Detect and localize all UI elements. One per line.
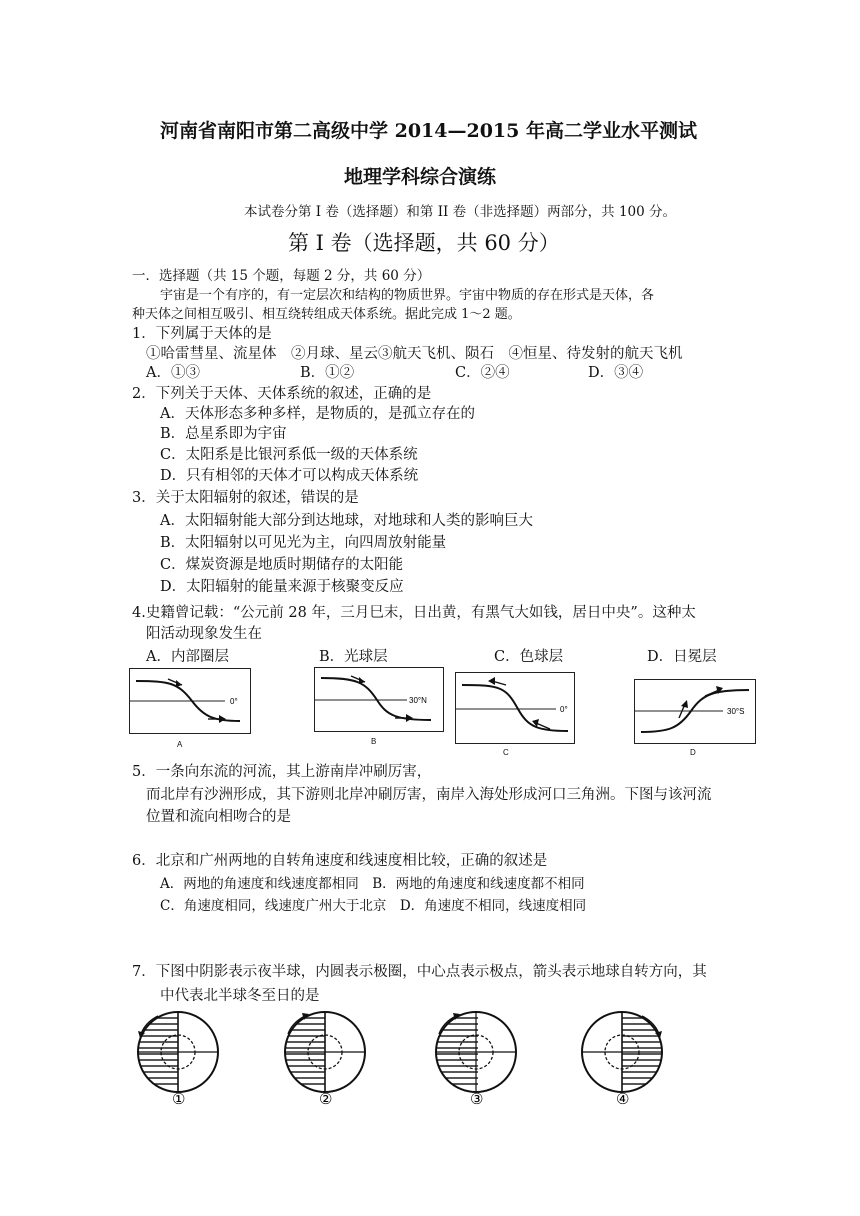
question-1-option: C．②④ xyxy=(455,365,510,381)
question-7-stem: 7．下图中阴影表示夜半球，内圆表示极圈，中心点表示极点，箭头表示地球自转方向，其 xyxy=(132,964,707,980)
river-diagram-c xyxy=(456,673,574,743)
river-diagram-d xyxy=(635,680,755,743)
globe-label-4: ④ xyxy=(616,1091,630,1108)
question-2-option: B．总星系即为宇宙 xyxy=(160,426,287,442)
question-3-option: B．太阳辐射以可见光为主，向四周放射能量 xyxy=(160,535,447,551)
river-figure-d xyxy=(634,679,756,744)
question-3-option: D．太阳辐射的能量来源于核聚变反应 xyxy=(160,579,404,595)
page-title: 河南省南阳市第二高级中学 2014—2015 年高二学业水平测试 xyxy=(160,120,697,142)
question-1-stem: 1．下列属于天体的是 xyxy=(132,326,272,342)
question-6-options: C．角速度相同，线速度广州大于北京 D．角速度不相同，线速度相同 xyxy=(160,898,587,914)
globe-figure-3 xyxy=(426,1004,534,1108)
question-4-option: D．日冕层 xyxy=(647,649,717,665)
passage-line: 宇宙是一个有序的，有一定层次和结构的物质世界。宇宙中物质的存在形式是天体，各 xyxy=(160,288,655,303)
river-caption-a: A xyxy=(177,740,183,749)
latitude-label-d: 30°S xyxy=(727,707,745,716)
latitude-label-b: 30°N xyxy=(409,696,427,705)
latitude-label-a: 0° xyxy=(230,697,238,706)
question-3-option: A．太阳辐射能大部分到达地球，对地球和人类的影响巨大 xyxy=(160,513,533,529)
question-3-option: C．煤炭资源是地质时期储存的太阳能 xyxy=(160,557,404,573)
globe-figure-4 xyxy=(572,1004,680,1108)
question-4-stem: 阳活动现象发生在 xyxy=(146,626,262,642)
section-heading: 一．选择题（共 15 个题，每题 2 分，共 60 分） xyxy=(132,268,431,284)
question-2-option: A．天体形态多种多样，是物质的，是孤立存在的 xyxy=(160,406,475,422)
question-2-option: C．太阳系是比银河系低一级的天体系统 xyxy=(160,447,418,463)
globe-label-1: ① xyxy=(172,1091,186,1108)
question-4-option: B．光球层 xyxy=(319,649,388,665)
question-5-stem: 位置和流向相吻合的是 xyxy=(146,809,291,825)
part-one-heading: 第 I 卷（选择题，共 60 分） xyxy=(288,231,560,255)
question-1-option: B．①② xyxy=(300,365,355,381)
passage-line: 种天体之间相互吸引、相互绕转组成天体系统。据此完成 1～2 题。 xyxy=(132,307,521,322)
latitude-label-c: 0° xyxy=(560,705,568,714)
intro-text: 本试卷分第 I 卷（选择题）和第 II 卷（非选择题）两部分，共 100 分。 xyxy=(244,204,677,220)
river-caption-c: C xyxy=(503,748,509,757)
question-3-stem: 3．关于太阳辐射的叙述，错误的是 xyxy=(132,490,359,506)
globe-label-2: ② xyxy=(319,1091,333,1108)
river-caption-b: B xyxy=(371,737,377,746)
question-6-stem: 6．北京和广州两地的自转角速度和线速度相比较，正确的叙述是 xyxy=(132,853,548,869)
river-figure-a xyxy=(129,668,251,734)
globe-label-3: ③ xyxy=(470,1091,484,1108)
page-subtitle: 地理学科综合演练 xyxy=(344,166,497,188)
question-7-stem: 中代表北半球冬至日的是 xyxy=(160,988,320,1004)
question-2-stem: 2．下列关于天体、天体系统的叙述，正确的是 xyxy=(132,386,432,402)
river-diagram-b xyxy=(315,668,443,731)
globe-figure-1 xyxy=(128,1004,236,1108)
river-caption-d: D xyxy=(690,748,696,757)
question-1-items: ①哈雷彗星、流星体 ②月球、星云③航天飞机、陨石 ④恒星、待发射的航天飞机 xyxy=(146,346,683,362)
question-4-option: A．内部圈层 xyxy=(146,649,229,665)
question-1-option: A．①③ xyxy=(146,365,200,381)
question-1-option: D．③④ xyxy=(588,365,644,381)
globe-figure-2 xyxy=(275,1004,383,1108)
question-5-stem: 而北岸有沙洲形成，其下游则北岸冲刷厉害，南岸入海处形成河口三角洲。下图与该河流 xyxy=(146,787,712,803)
river-diagram-a xyxy=(130,669,250,733)
question-4-option: C．色球层 xyxy=(494,649,564,665)
question-2-option: D．只有相邻的天体才可以构成天体系统 xyxy=(160,468,419,484)
river-figure-c xyxy=(455,672,575,744)
question-5-stem: 5．一条向东流的河流，其上游南岸冲刷厉害， xyxy=(132,764,432,780)
question-4-stem: 4.史籍曾记载：“公元前 28 年，三月巳末，日出黄，有黑气大如钱，居日中央”。这种太 xyxy=(132,605,696,621)
river-figure-b xyxy=(314,667,444,732)
question-6-options: A．两地的角速度和线速度都相同 B．两地的角速度和线速度都不相同 xyxy=(160,876,585,892)
